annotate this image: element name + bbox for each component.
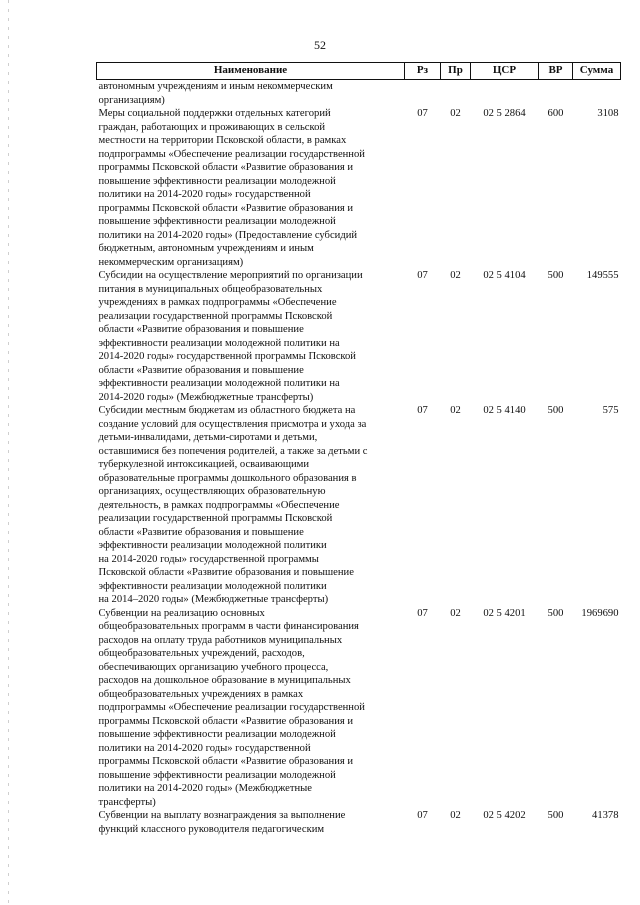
row-name: Субвенции на выплату вознаграждения за выполнение функций классного руководителя педагогическим [98,810,346,835]
row-rz: 07 [417,108,428,119]
row-csr: 02 5 4104 [483,270,526,281]
row-csr [471,80,539,108]
row-rz: 07 [417,810,428,821]
row-vr [539,80,573,108]
row-name: Субсидии на осуществление мероприятий по организации питания в муниципальных общеобразовательных учреждениях в рамках подпрограммы «Обеспечение реализации государственной программы Псковской области «Развитие образования и повышение эффективности реализации молодежной политики на 2014-2020 годы» государственной программы Псковской области «Развитие образования и повышение эффективности реализации молодежной политики на 2014-2020 годы» (Межбюджетные трансферты) [98,270,363,403]
row-sum: 41378 [592,810,619,821]
row-pr: 02 [450,270,461,281]
row-csr: 02 5 4140 [483,405,526,416]
table-row [97,107,621,269]
header-vr: ВР [539,63,573,80]
row-rz: 07 [417,270,428,281]
table-row [97,607,621,810]
row-sum: 575 [602,405,619,416]
row-csr: 02 5 4202 [483,810,526,821]
budget-table [96,62,621,836]
row-vr: 500 [547,405,564,416]
table-row [97,809,621,836]
row-rz [405,80,441,108]
row-name: Субвенции на реализацию основных общеобразовательных программ в части финансирования расходов на оплату труда работников муниципальных общеобразовательных учреждений, расходов, обеспечивающих организацию учебного процесса, расходов на дошкольное образование в муниципальных общеобразовательных учреждениях в рамках подпрограммы «Обеспечение реализации государственной программы Псковской области «Развитие образования и повышение эффективности реализации молодежной политики на 2014-2020 годы» государственной программы Псковской области «Развитие образования и повышение эффективности реализации молодежной политики на 2014-2020 годы» (Межбюджетные трансферты) [98,607,365,808]
row-csr: 02 5 2864 [483,108,526,119]
row-rz: 07 [417,607,428,619]
row-pr: 02 [450,607,461,619]
table-row [97,80,621,108]
row-rz: 07 [417,405,428,416]
header-sum: Сумма [573,63,621,80]
row-csr: 02 5 4201 [483,607,526,619]
row-sum: 149555 [586,270,619,281]
table-row [97,404,621,607]
row-name: Субсидии местным бюджетам из областного бюджета на создание условий для осуществления присмотра и ухода за детьми-инвалидами, детьми-сиротами и детьми, оставшимися без попечения родителей, а также за детьми с туберкулезной интоксикацией, осваивающими образовательные программы дошкольного образования в организациях, осуществляющих образовательную деятельность, в рамках подпрограммы «Обеспечение реализации государственной программы Псковской области «Развитие образования и повышение эффективности реализации молодежной политики на 2014-2020 годы» государственной программы Псковской области «Развитие образования и повышение эффективности реализации молодежной политики на 2014–2020 годы» (Межбюджетные трансферты) [98,405,368,605]
header-name: Наименование [97,63,405,80]
row-pr: 02 [450,405,461,416]
scan-edge-mark [8,0,9,905]
row-vr: 500 [547,270,564,281]
row-pr: 02 [450,810,461,821]
row-vr: 500 [547,607,564,619]
row-name: Меры социальной поддержки отдельных категорий граждан, работающих и проживающих в сельской местности на территории Псковской области, в рамках подпрограммы «Обеспечение реализации государственной программы Псковской области «Развитие образования и повышение эффективности реализации молодежной политики на 2014-2020 годы» государственной программы Псковской области «Развитие образования и повышение эффективности реализации молодежной политики на 2014-2020 годы» (Предоставление субсидий бюджетным, автономным учреждениям и иным некоммерческим организациям) [98,108,365,268]
row-pr [441,80,471,108]
row-name: автономным учреждениям и иным некоммерческим организациям) [98,81,333,106]
table-row [97,269,621,404]
page-number: 52 [314,38,326,52]
row-pr: 02 [450,108,461,119]
header-csr: ЦСР [471,63,539,80]
header-pr: Пр [441,63,471,80]
row-vr: 600 [547,108,564,119]
row-vr: 500 [547,810,564,821]
row-sum: 3108 [597,108,619,119]
table-header-row [97,63,621,80]
row-sum: 1969690 [581,607,619,619]
header-rz: Рз [405,63,441,80]
row-sum [573,80,621,108]
